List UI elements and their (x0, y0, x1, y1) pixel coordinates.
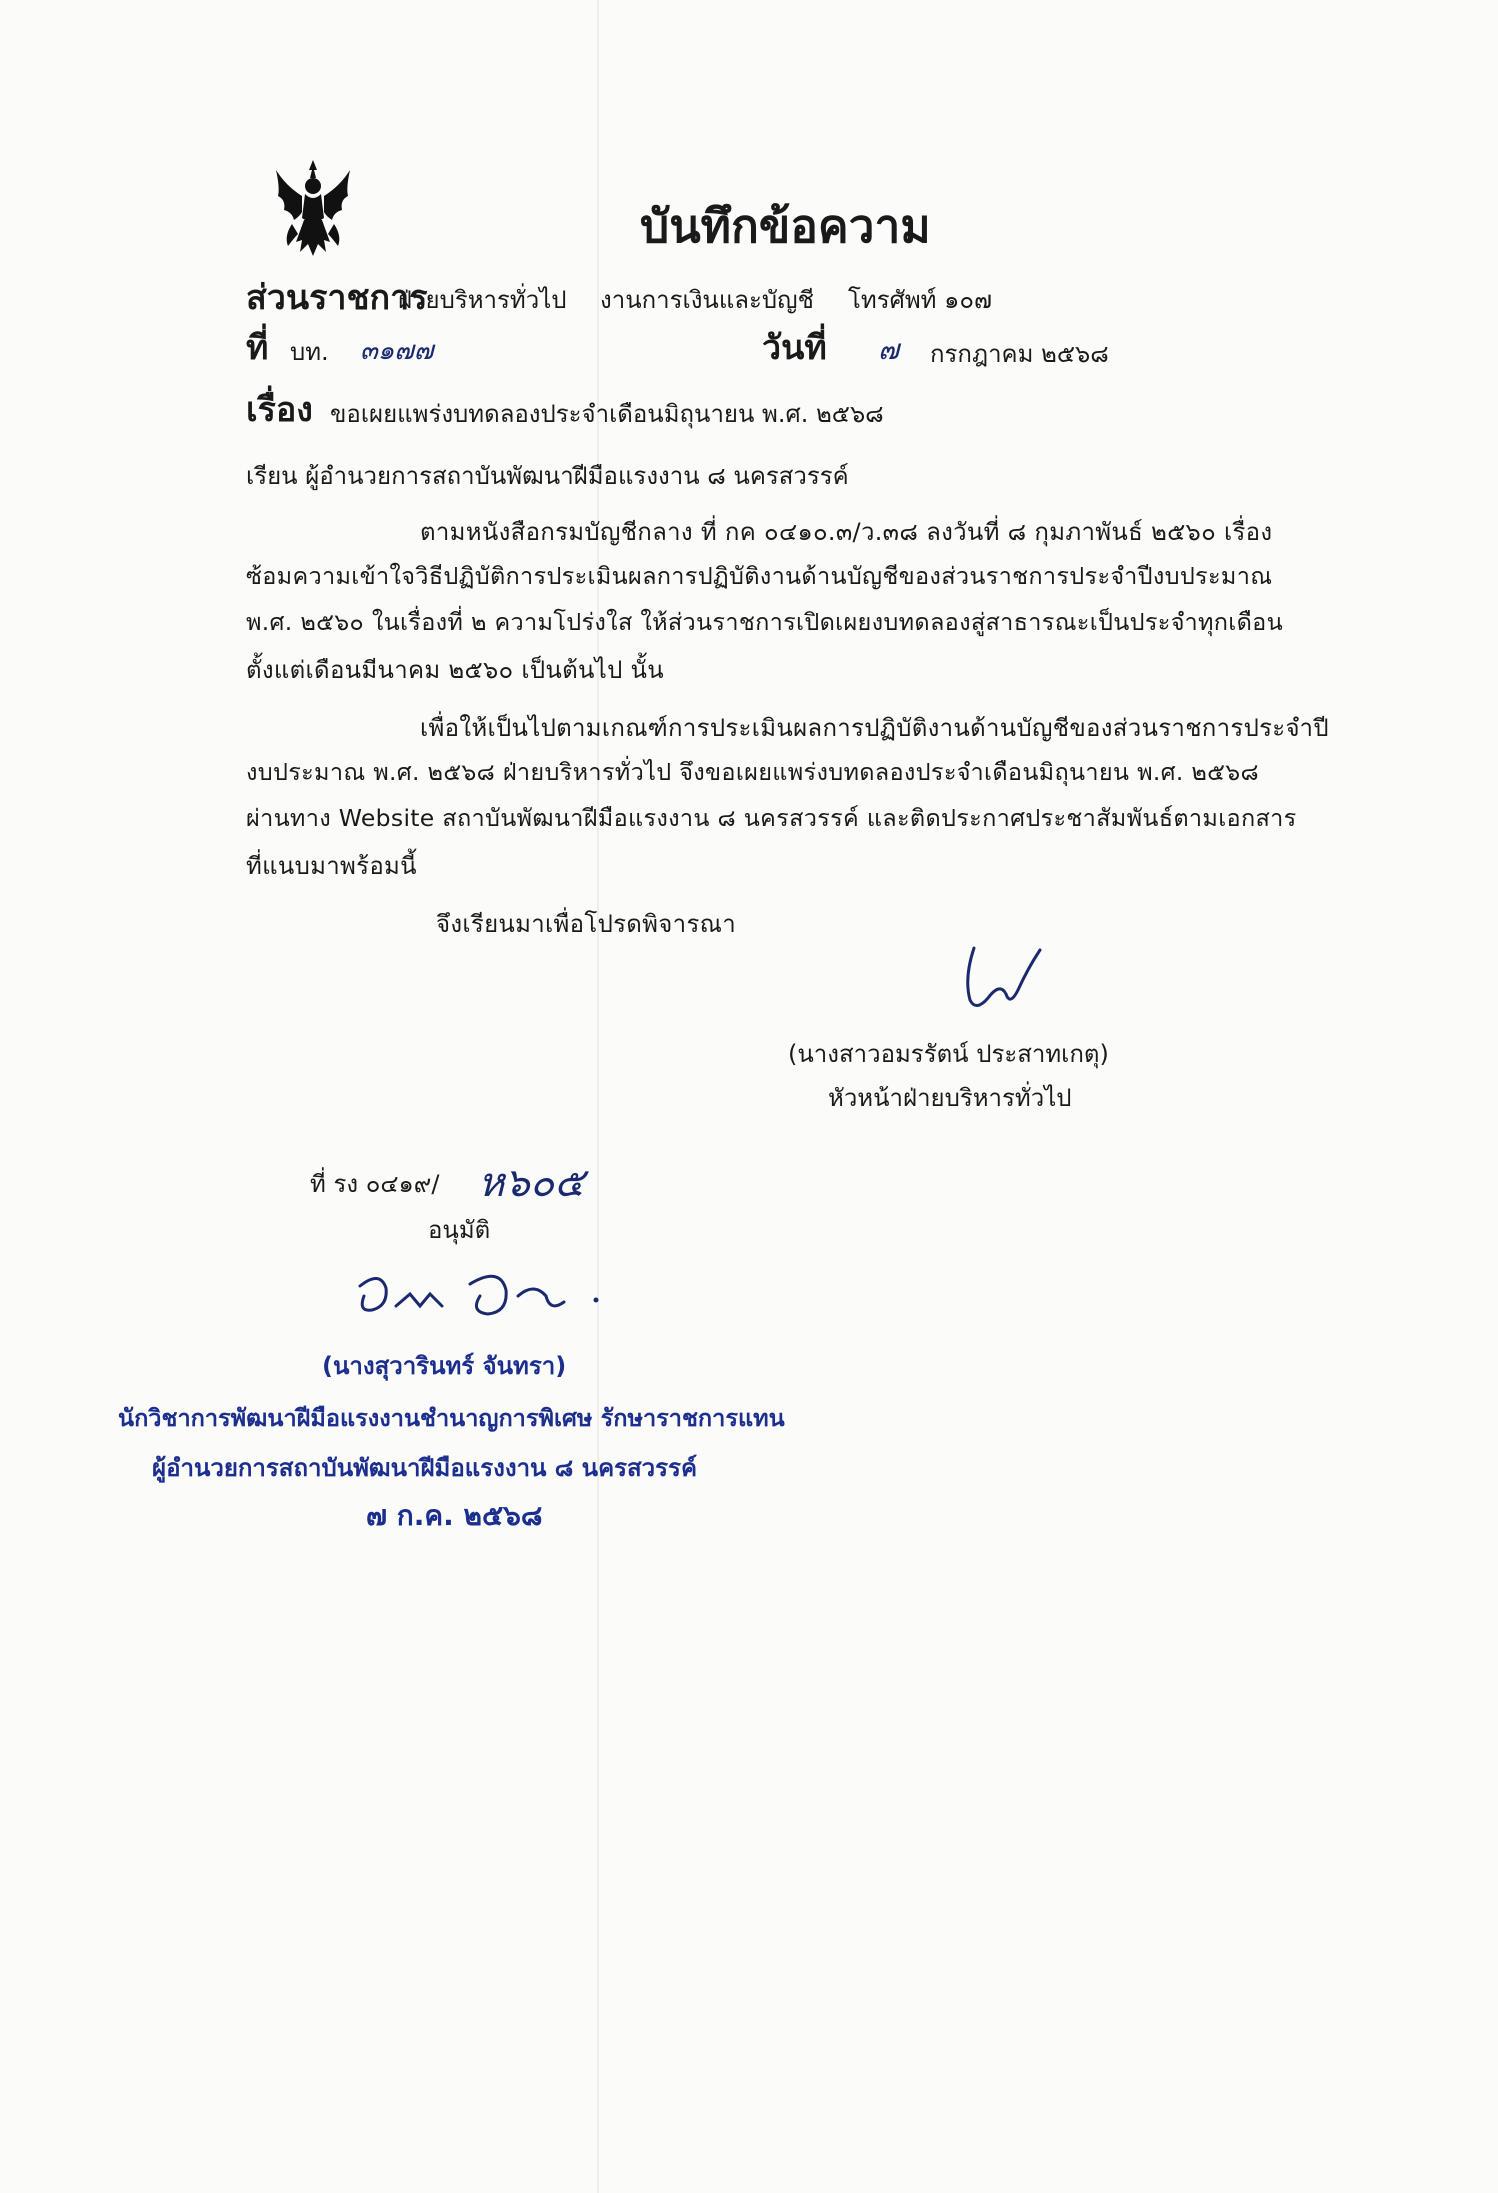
ref-value: บท. (290, 338, 329, 366)
para1-line: ตามหนังสือกรมบัญชีกลาง ที่ กค ๐๔๑๐.๓/ว.๓๘ ลงวันที่ ๘ กุมภาพันธ์ ๒๕๖๐ เรื่อง (420, 518, 1273, 546)
section-value: งานการเงินและบัญชี (600, 286, 814, 314)
approver-position-line2: ผู้อำนวยการสถาบันพัฒนาฝีมือแรงงาน ๘ นครสวรรค์ (152, 1454, 697, 1482)
approved-label: อนุมัติ (428, 1216, 491, 1244)
department-label: ส่วนราชการ (246, 278, 428, 318)
approver-name: (นางสุวารินทร์ จันทรา) (322, 1352, 567, 1380)
ref-number-handwritten: ๓๑๗๗ (360, 336, 434, 366)
signature-2 (350, 1266, 610, 1336)
signature-1 (954, 938, 1044, 1018)
para1-line: ตั้งแต่เดือนมีนาคม ๒๕๖๐ เป็นต้นไป นั้น (246, 656, 664, 684)
signer1-name: (นางสาวอมรรัตน์ ประสาทเกตุ) (788, 1040, 1109, 1068)
approval-ref-handwritten: ห๖๐๕ (478, 1160, 585, 1206)
garuda-emblem-icon (272, 156, 354, 260)
para2-line: เพื่อให้เป็นไปตามเกณฑ์การประเมินผลการปฏิบัติงานด้านบัญชีของส่วนราชการประจำปี (420, 714, 1329, 742)
para2-line: งบประมาณ พ.ศ. ๒๕๖๘ ฝ่ายบริหารทั่วไป จึงขอเผยแพร่งบทดลองประจำเดือนมิถุนายน พ.ศ. ๒๕๖๘ (246, 758, 1259, 786)
subject-value: ขอเผยแพร่งบทดลองประจำเดือนมิถุนายน พ.ศ. ๒๕๖๘ (330, 400, 884, 428)
para1-line: ซ้อมความเข้าใจวิธีปฏิบัติการประเมินผลการปฏิบัติงานด้านบัญชีของส่วนราชการประจำปีงบประมาณ (246, 562, 1273, 590)
para2-line: ผ่านทาง Website สถาบันพัฒนาฝีมือแรงงาน ๘ นครสวรรค์ และติดประกาศประชาสัมพันธ์ตามเอกสาร (246, 804, 1297, 832)
para1-line: พ.ศ. ๒๕๖๐ ในเรื่องที่ ๒ ความโปร่งใส ให้ส่วนราชการเปิดเผยงบทดลองสู่สาธารณะเป็นประจำทุกเดือน (246, 608, 1283, 636)
salutation: เรียน ผู้อำนวยการสถาบันพัฒนาฝีมือแรงงาน ๘ นครสวรรค์ (246, 462, 849, 490)
date-value: กรกฎาคม ๒๕๖๘ (930, 340, 1109, 368)
date-day-handwritten: ๗ (878, 333, 900, 366)
approver-position-line1: นักวิชาการพัฒนาฝีมือแรงงานชำนาญการพิเศษ รักษาราชการแทน (118, 1404, 785, 1432)
closing-line: จึงเรียนมาเพื่อโปรดพิจารณา (436, 910, 736, 938)
para2-line: ที่แนบมาพร้อมนี้ (246, 852, 417, 880)
date-label: วันที่ (762, 328, 827, 368)
subject-label: เรื่อง (246, 390, 313, 430)
signer1-position: หัวหน้าฝ่ายบริหารทั่วไป (828, 1084, 1072, 1112)
phone-value: โทรศัพท์ ๑๐๗ (848, 286, 993, 314)
department-value: ฝ่ายบริหารทั่วไป (398, 286, 567, 314)
approval-date: ๗ ก.ค. ๒๕๖๘ (366, 1499, 543, 1532)
approval-ref-printed: ที่ รง ๐๔๑๙/ (310, 1170, 440, 1198)
page-title: บันทึกข้อความ (640, 199, 931, 253)
paper-fold (597, 0, 599, 2193)
ref-label: ที่ (246, 328, 269, 368)
